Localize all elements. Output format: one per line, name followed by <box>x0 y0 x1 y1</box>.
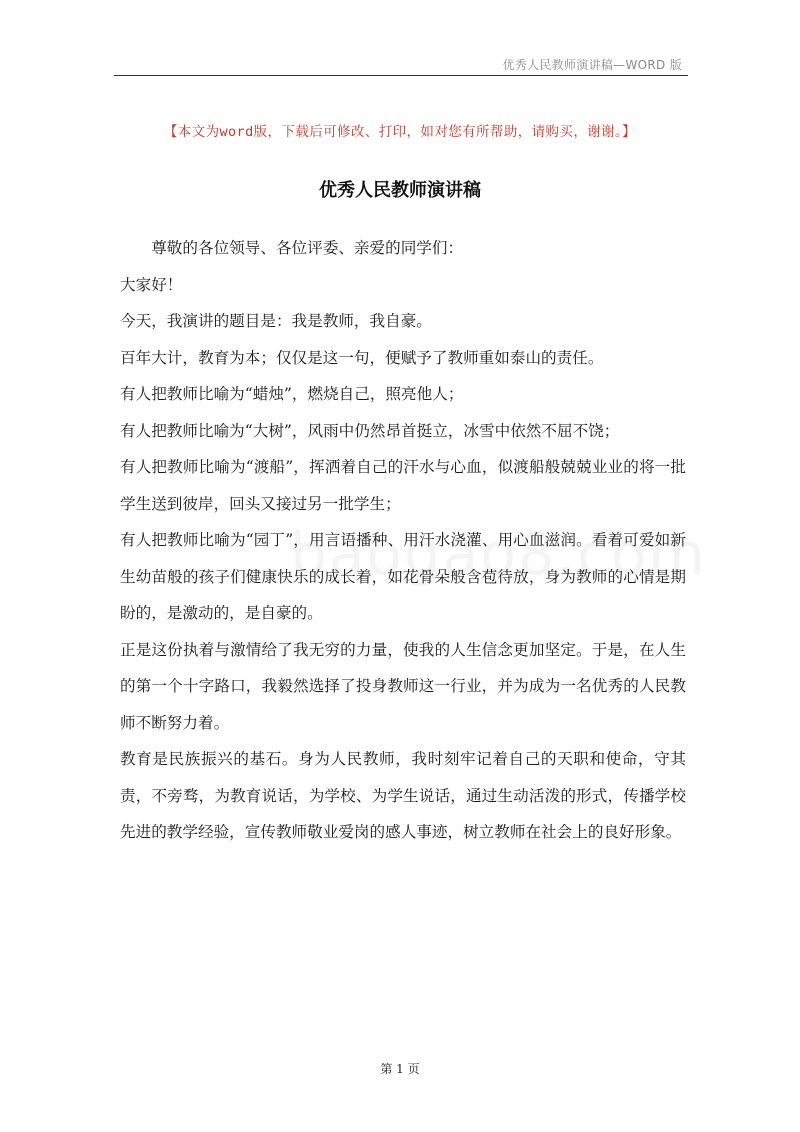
topic-paragraph: 今天，我演讲的题目是：我是教师，我自豪。 <box>120 312 432 330</box>
running-header: 优秀人民教师演讲稿—WORD 版 <box>502 58 682 72</box>
body-paragraph: 有人把教师比喻为“大树”，风雨中仍然昂首挺立，冰雪中依然不屈不饶； <box>120 421 620 440</box>
body-paragraph: 教育是民族振兴的基石。身为人民教师，我时刻牢记着自己的天职和使命，守其责，不旁骛，为教育说话，为学校、为学生说话，通过生动活泼的形式，传播学校先进的教学经验，宣传教师敬业爱岗的感人事迹，树立教师在社会上的良好形象。 <box>120 750 686 841</box>
greeting-paragraph: 大家好！ <box>120 275 183 294</box>
salutation-paragraph: 尊敬的各位领导、各位评委、亲爱的同学们： <box>151 239 464 257</box>
body-paragraph: 有人把教师比喻为“渡船”，挥洒着自己的汗水与心血，似渡船般兢兢业业的将一批学生送到彼岸，回头又接过另一批学生； <box>120 458 686 513</box>
body-paragraph: 有人把教师比喻为“园丁”，用言语播种、用汗水浇灌、用心血滋润。看着可爱如新生幼苗般的孩子们健康快乐的成长着，如花骨朵般含苞待放，身为教师的心情是期盼的，是激动的，是自豪的。 <box>120 531 686 622</box>
document-title: 优秀人民教师演讲稿 <box>319 180 481 201</box>
page-number: 第 1 页 <box>380 1062 420 1076</box>
header-divider <box>114 75 688 76</box>
document-body <box>120 230 686 851</box>
body-paragraph: 有人把教师比喻为“蜡烛”，燃烧自己，照亮他人； <box>120 385 464 403</box>
purchase-notice: 【本文为word版，下载后可修改、打印，如对您有所帮助，请购买，谢谢。】 <box>163 124 637 140</box>
body-paragraph: 正是这份执着与激情给了我无穷的力量，使我的人生信念更加坚定。于是，在人生的第一个十字路口，我毅然选择了投身教师这一行业，并为成为一名优秀的人民教师不断努力着。 <box>120 640 686 732</box>
body-paragraph: 百年大计，教育为本；仅仅是这一句，便赋予了教师重如泰山的责任。 <box>120 348 604 367</box>
